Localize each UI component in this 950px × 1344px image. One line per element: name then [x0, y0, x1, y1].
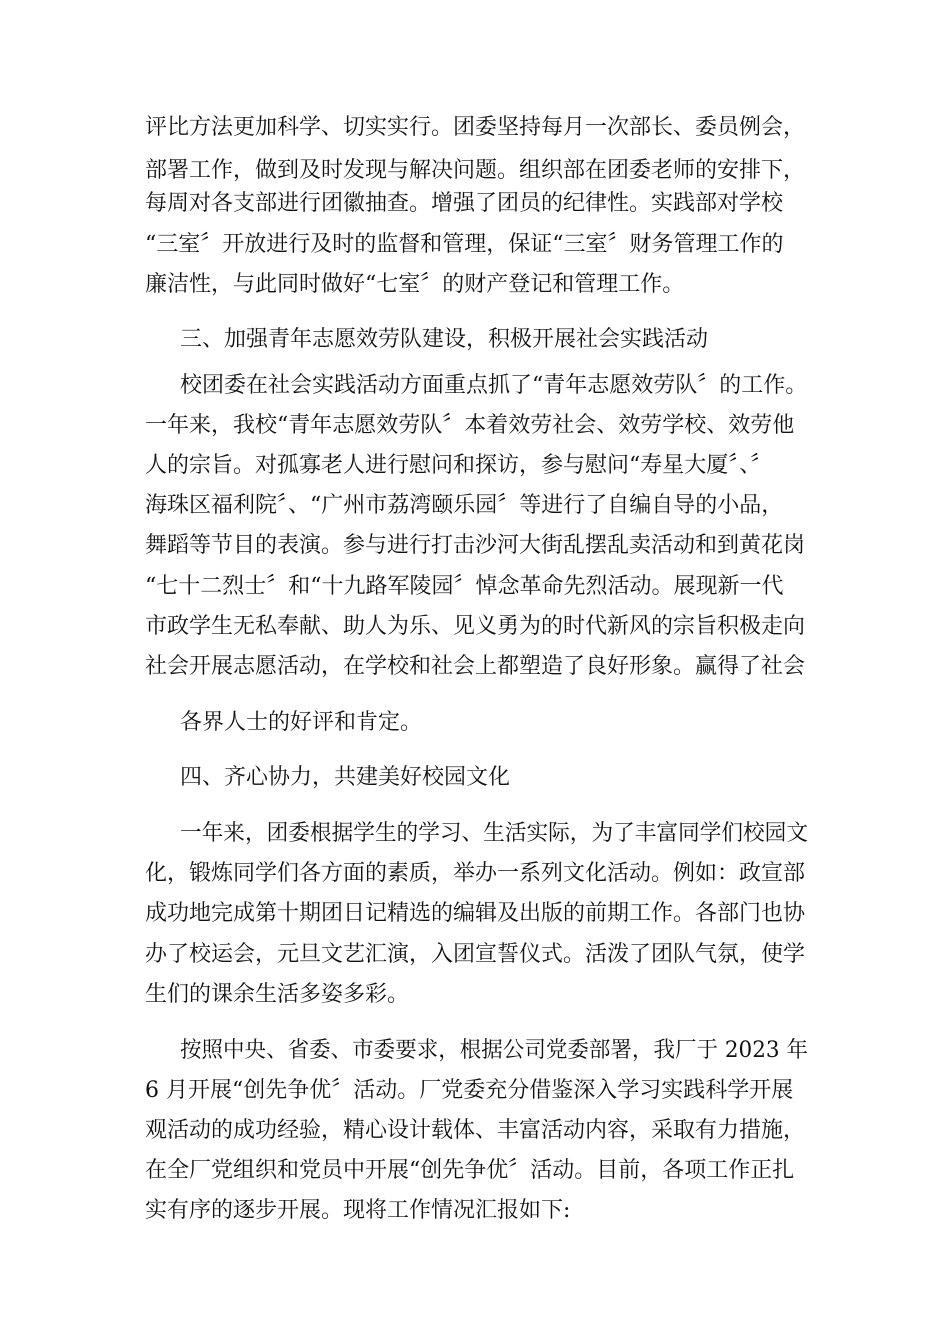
paragraph-2-line: 社会开展志愿活动，在学校和社会上都塑造了良好形象。赢得了社会 [145, 654, 806, 679]
paragraph-2-line: 一年来，我校“青年志愿效劳队〞本着效劳社会、效劳学校、效劳他 [145, 413, 795, 438]
paragraph-3-line: 成功地完成第十期团日记精选的编辑及出版的前期工作。各部门也协 [145, 901, 806, 926]
paragraph-2-line: 校团委在社会实践活动方面重点抓了“青年志愿效劳队〞的工作。 [180, 373, 808, 398]
paragraph-1-line: 廉洁性，与此同时做好“七室〞的财产登记和管理工作。 [145, 272, 685, 297]
paragraph-2-line: “七十二烈士〞和“十九路军陵园〞悼念革命先烈活动。展现新一代 [145, 574, 784, 599]
paragraph-4-line: 实有序的逐步开展。现将工作情况汇报如下: [145, 1198, 571, 1223]
paragraph-4-line: 按照中央、省委、市委要求，根据公司党委部署，我厂于 2023 年 [180, 1038, 808, 1063]
paragraph-4-line: 观活动的成功经验，精心设计载体、丰富活动内容，采取有力措施， [145, 1118, 806, 1143]
section-heading-3: 三、加强青年志愿效劳队建设，积极开展社会实践活动 [180, 327, 709, 352]
paragraph-2-line: 市政学生无私奉献、助人为乐、见义勇为的时代新风的宗旨积极走向 [145, 614, 806, 639]
paragraph-1-line: 每周对各支部进行团徽抽查。增强了团员的纪律性。实践部对学校 [145, 191, 784, 216]
paragraph-4-line: 6 月开展“创先争优〞活动。厂党委充分借鉴深入学习实践科学开展 [145, 1078, 794, 1103]
paragraph-3-line: 办了校运会，元旦文艺汇演，入团宣誓仪式。活泼了团队气氛，使学 [145, 942, 806, 967]
paragraph-1-line: “三室〞开放进行及时的监督和管理，保证“三室〞财务管理工作的 [145, 232, 784, 257]
paragraph-1-line: 评比方法更加科学、切实实行。团委坚持每月一次部长、委员例会， [145, 115, 806, 140]
paragraph-3-line: 化，锻炼同学们各方面的素质，举办一系列文化活动。例如：政宣部 [145, 861, 806, 886]
paragraph-3-line: 生们的课余生活多姿多彩。 [145, 982, 410, 1007]
section-heading-4: 四、齐心协力，共建美好校园文化 [180, 765, 511, 790]
paragraph-2-tail: 各界人士的好评和肯定。 [180, 710, 423, 735]
paragraph-2-line: 人的宗旨。对孤寡老人进行慰问和探访，参与慰问“寿星大厦〞、〞 [145, 453, 773, 478]
paragraph-3-line: 一年来，团委根据学生的学习、生活实际，为了丰富同学们校园文 [180, 821, 808, 846]
paragraph-2-line: 舞蹈等节目的表演。参与进行打击沙河大街乱摆乱卖活动和到黄花岗 [145, 533, 806, 558]
paragraph-1-line: 部署工作，做到及时发现与解决问题。组织部在团委老师的安排下， [145, 158, 806, 183]
paragraph-4-line: 在全厂党组织和党员中开展“创先争优〞活动。目前，各项工作正扎 [145, 1158, 795, 1183]
paragraph-2-line: 海珠区福利院〞、“广州市荔湾颐乐园〞等进行了自编自导的小品， [145, 493, 784, 518]
